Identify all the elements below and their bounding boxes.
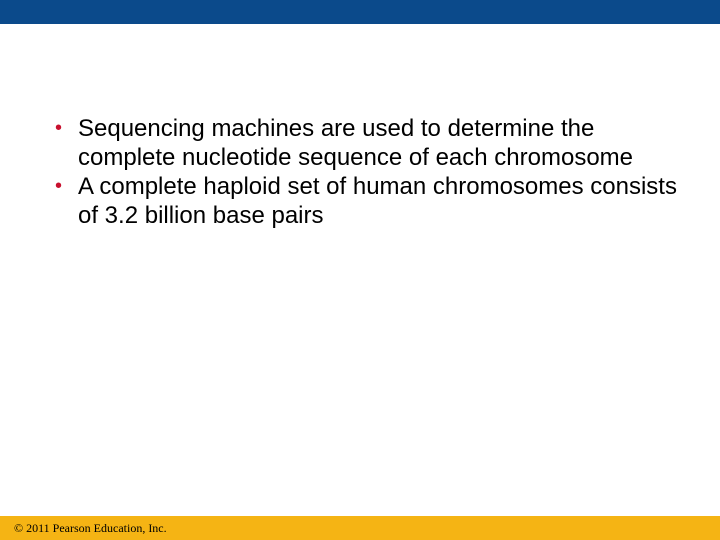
bullet-item (50, 172, 690, 230)
bullet-text: Sequencing machines are used to determine the complete nucleotide sequence of each chromosome (78, 115, 633, 171)
bullet-item (50, 114, 690, 172)
bullet-marker-icon: • (55, 175, 63, 197)
copyright-notice: © 2011 Pearson Education, Inc. (14, 521, 167, 535)
bullet-list (50, 114, 690, 230)
slide-content (50, 114, 690, 230)
footer-bar (0, 516, 720, 540)
bullet-text: A complete haploid set of human chromosomes consists of 3.2 billion base pairs (78, 173, 677, 229)
bullet-marker-icon: • (55, 117, 63, 139)
top-accent-bar (0, 0, 720, 24)
